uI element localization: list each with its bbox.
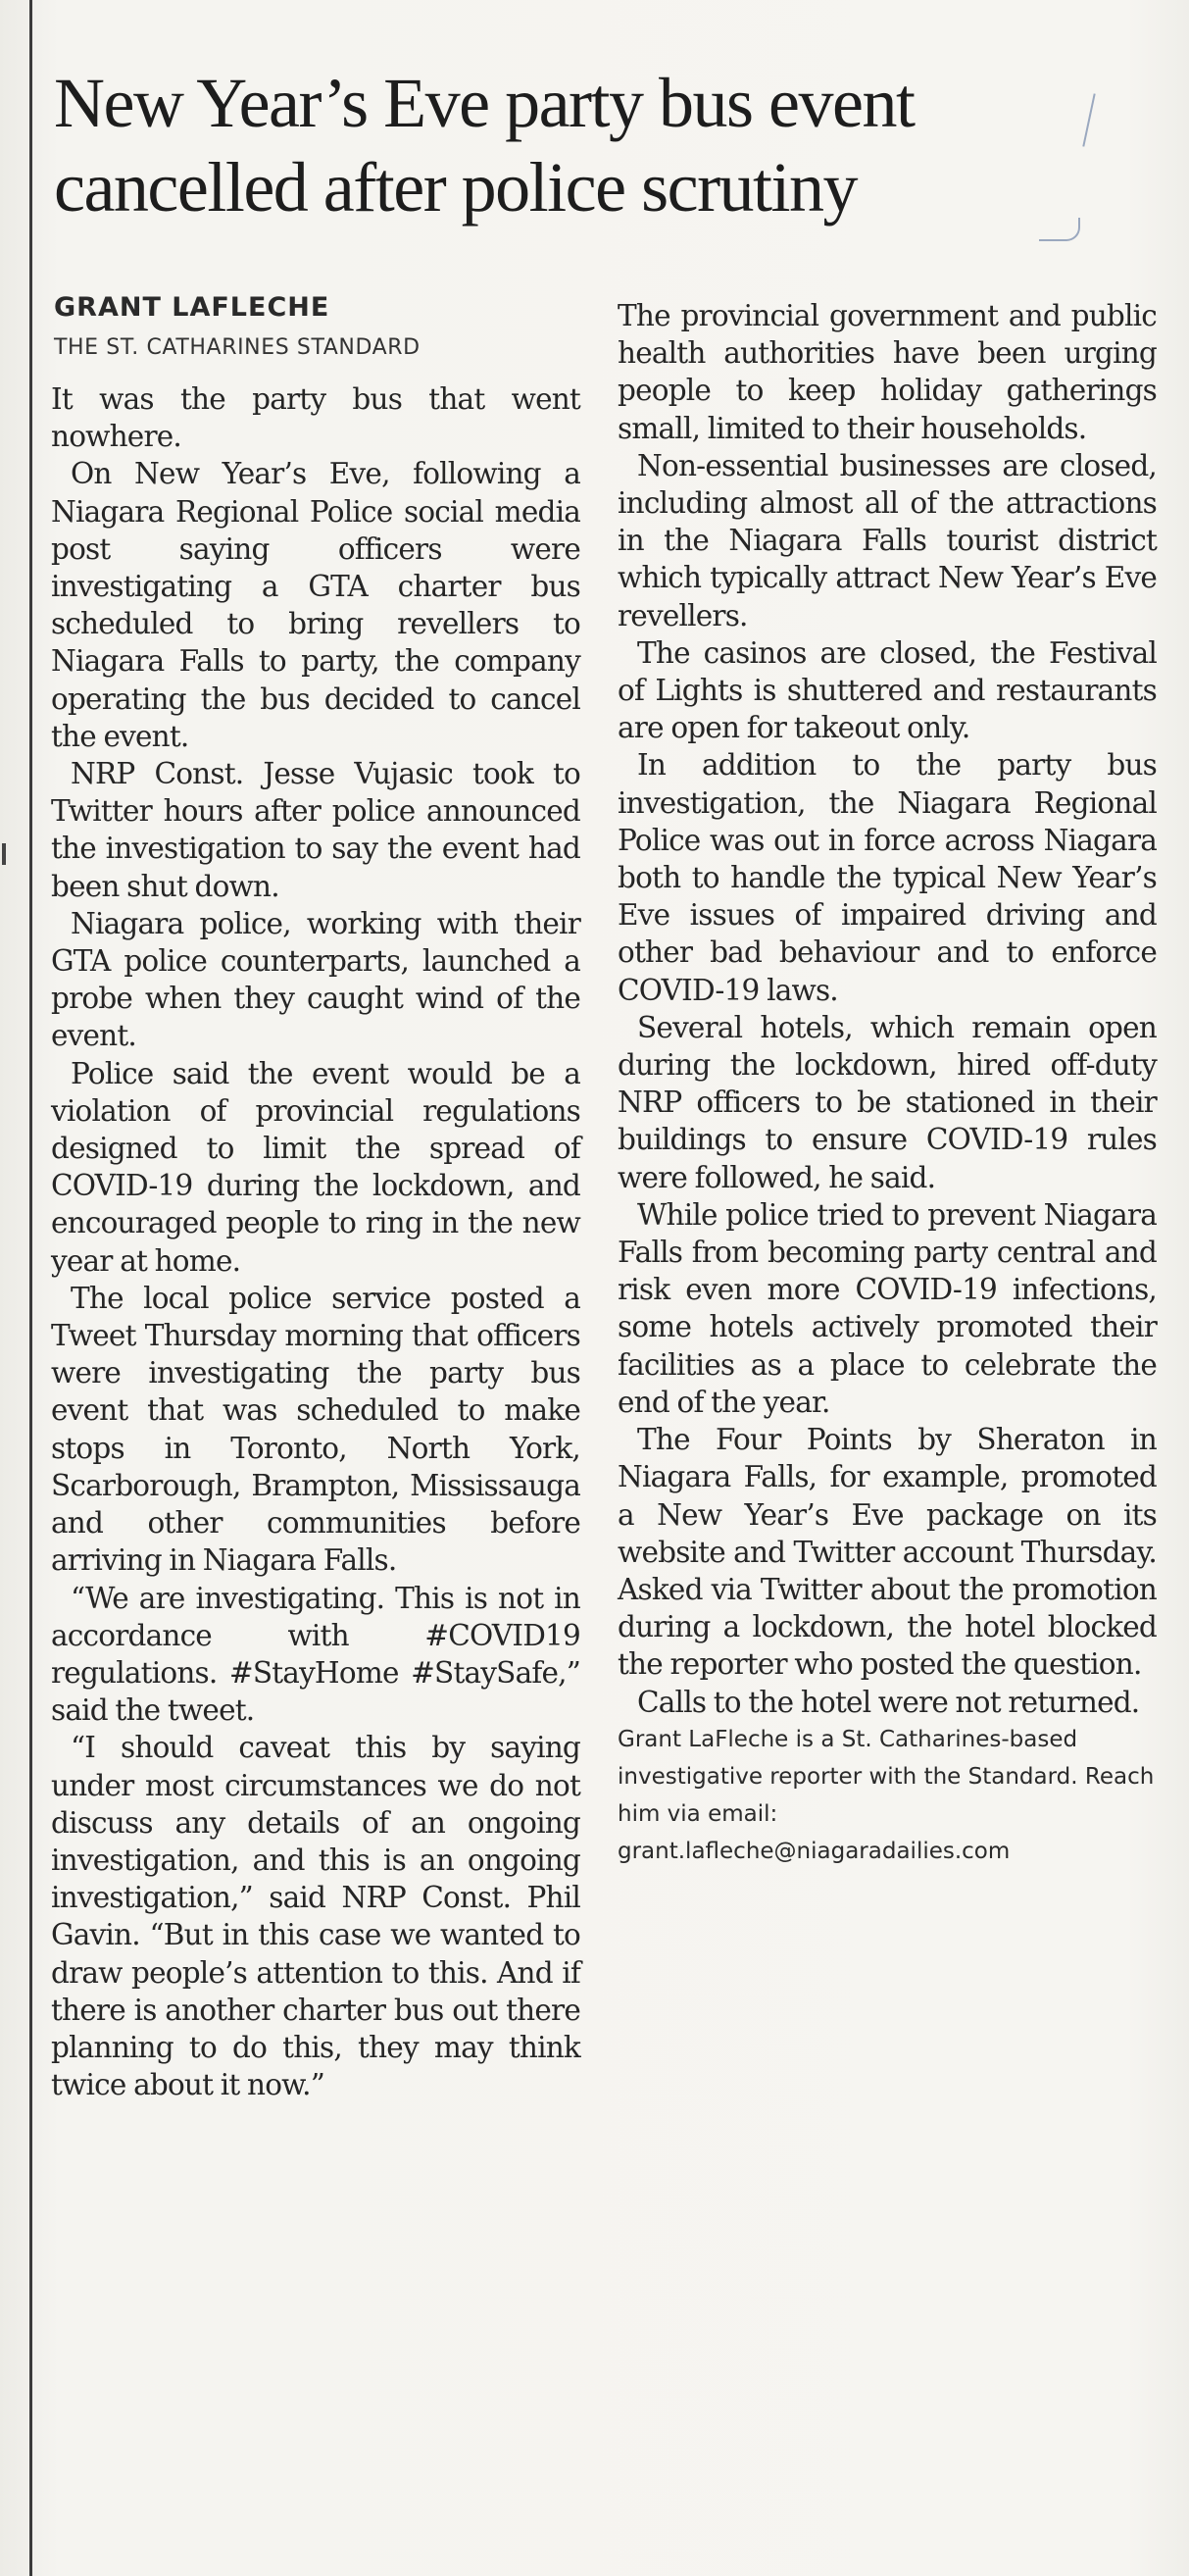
paragraph: Calls to the hotel were not returned.: [637, 1685, 1140, 1719]
paragraph: NRP Const. Jesse Vujasic took to Twitter hours after police announced the investigation to say the event had been shut down.: [51, 757, 580, 903]
paragraph: “We are investigating. This is not in accordance with #COVID19 regulations. #StayHome #StaySafe,” said the tweet.: [51, 1581, 580, 1728]
paragraph: Police said the event would be a violation of provincial regulations designed to limit the spread of COVID-19 during the lockdown, and encouraged people to ring in the new year at home.: [51, 1056, 580, 1278]
paragraph: The casinos are closed, the Festival of Lights is shuttered and restaurants are open for takeout only.: [618, 635, 1157, 745]
paragraph: While police tried to prevent Niagara Falls from becoming party central and risk even more COVID-19 infections, some hotels actively promoted their facilities as a place to celebrate the end of the year.: [618, 1197, 1157, 1419]
paragraph: Non-essential businesses are closed, including almost all of the attractions in the Niagara Falls tourist district which typically attract New Year’s Eve revellers.: [618, 448, 1157, 632]
margin-mark: [2, 843, 6, 865]
headline: [54, 61, 1132, 229]
paragraph: The local police service posted a Tweet Thursday morning that officers were investigating the party bus event that was scheduled to make stops in Toronto, North York, Scarborough, Brampton, Mississauga and other communities before arriving in Niagara Falls.: [51, 1281, 580, 1578]
paragraph: “I should caveat this by saying under most circumstances we do not discuss any details of an ongoing investigation, and this is an ongoing investigation,” said NRP Const. Phil Gavin. “But in this case we wanted to draw people’s attention to this. And if there is another charter bus out there planning to do this, they may think twice about it now.”: [51, 1731, 580, 2102]
paragraph: The provincial government and public health authorities have been urging people to keep holiday gatherings small, limited to their households.: [618, 299, 1157, 445]
headline-line-1: New Year’s Eve party bus event: [54, 64, 915, 142]
column-divider-rule: [29, 0, 32, 2576]
headline-line-2: cancelled after police scrutiny: [54, 148, 858, 227]
paragraph: The Four Points by Sheraton in Niagara Falls, for example, promoted a New Year’s Eve package on its website and Twitter account Thursday. Asked via Twitter about the promotion during a lockdown, the hotel blocked the reporter who posted the question.: [618, 1423, 1157, 1682]
paragraph: Several hotels, which remain open during the lockdown, hired off-duty NRP officers to be stationed in their buildings to ensure COVID-19 rules were followed, he said.: [618, 1010, 1157, 1194]
author-bio: Grant LaFleche is a St. Catharines-based investigative reporter with the Standard. Reach him via email: grant.lafleche@niagaradailies.com: [618, 1726, 1155, 1864]
byline-author: GRANT LAFLECHE: [54, 292, 330, 323]
byline-publication: THE ST. CATHARINES STANDARD: [54, 335, 421, 360]
paragraph: It was the party bus that went nowhere.: [51, 382, 580, 454]
pen-checkmark: [1039, 218, 1080, 241]
paragraph: On New Year’s Eve, following a Niagara Regional Police social media post saying officers were investigating a GTA charter bus scheduled to bring revellers to Niagara Falls to party, the company operating the bus decided to cancel the event.: [51, 457, 580, 753]
article-column-right: [618, 297, 1157, 1870]
paragraph: Niagara police, working with their GTA police counterparts, launched a probe when they caught wind of the event.: [51, 906, 580, 1053]
article-column-left: [51, 380, 580, 2103]
paragraph: In addition to the party bus investigation, the Niagara Regional Police was out in force across Niagara both to handle the typical New Year’s Eve issues of impaired driving and other bad behaviour and to enforce COVID-19 laws.: [618, 748, 1157, 1007]
